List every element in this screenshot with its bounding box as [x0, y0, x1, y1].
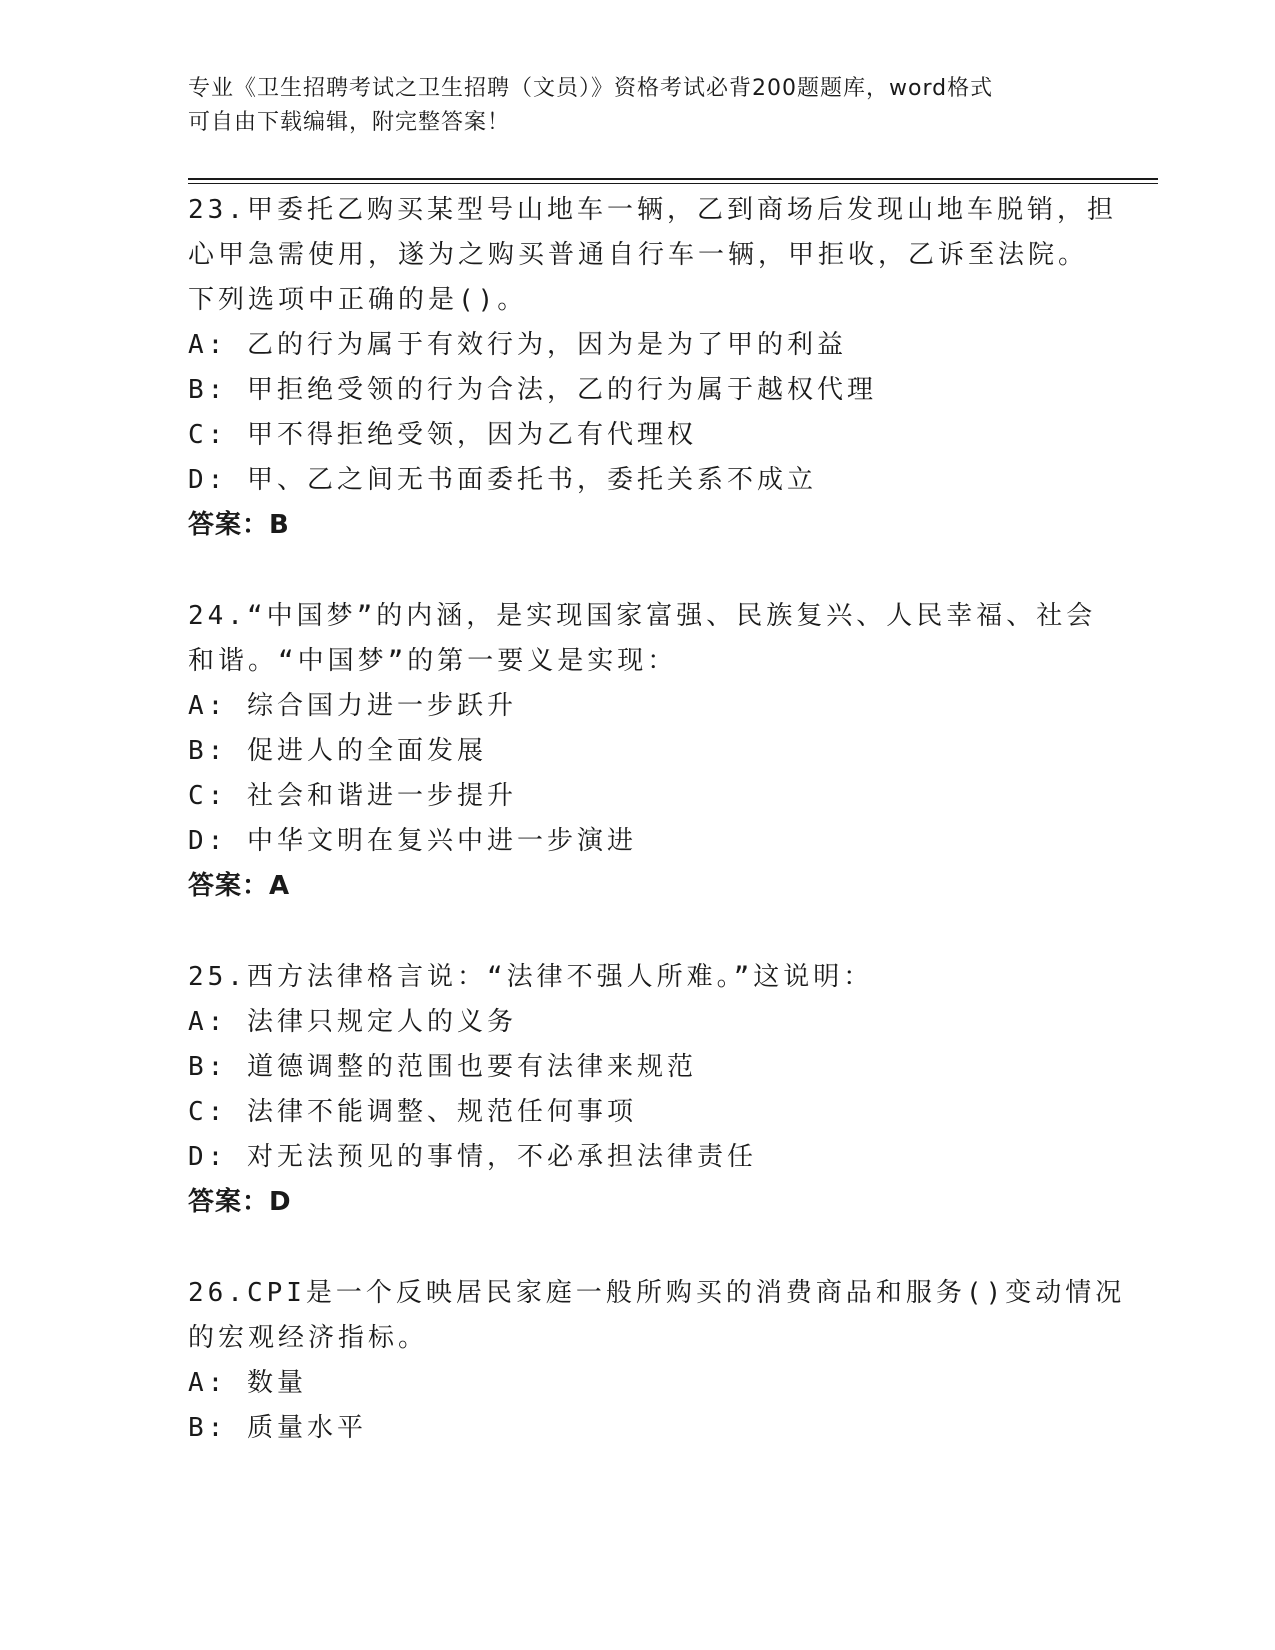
- option-text: 道德调整的范围也要有法律来规范: [246, 1052, 697, 1082]
- question-block: [188, 594, 1097, 909]
- option-letter: D:: [188, 826, 247, 856]
- option-letter: B:: [188, 1052, 247, 1082]
- header-divider-thin: [188, 183, 1158, 184]
- question-stem-line: 25.西方法律格言说：“法律不强人所难。”这说明：: [188, 962, 874, 992]
- option-text: 甲不得拒绝受领，因为乙有代理权: [246, 420, 697, 450]
- answer-option: [188, 1406, 1088, 1451]
- option-text: 甲拒绝受领的行为合法，乙的行为属于越权代理: [246, 375, 877, 405]
- answer-option: [188, 1045, 1088, 1090]
- header-line-2: 可自由下载编辑，附完整答案！: [188, 110, 511, 135]
- option-letter: B:: [188, 1413, 247, 1443]
- question-list: [188, 188, 1126, 1497]
- answer-option: [188, 368, 1088, 413]
- answer-option: [188, 1000, 1088, 1045]
- option-letter: D:: [188, 465, 247, 495]
- option-text: 中华文明在复兴中进一步演进: [246, 826, 637, 856]
- answer-option: [188, 323, 1088, 368]
- option-text: 乙的行为属于有效行为，因为是为了甲的利益: [246, 330, 847, 360]
- question-stem-line: 的宏观经济指标。: [188, 1323, 429, 1353]
- question-stem-line: 心甲急需使用，遂为之购买普通自行车一辆，甲拒收，乙诉至法院。: [188, 240, 1089, 270]
- question-stem-line: 下列选项中正确的是()。: [188, 285, 528, 315]
- option-letter: B:: [188, 375, 247, 405]
- answer-option: [188, 684, 1088, 729]
- question-stem-line: 24.“中国梦”的内涵，是实现国家富强、民族复兴、人民幸福、社会: [188, 601, 1097, 631]
- answer-option: [188, 729, 1088, 774]
- question-block: [188, 188, 1117, 548]
- answer-option: [188, 819, 1088, 864]
- answer-option: [188, 774, 1088, 819]
- answer-option: [188, 458, 1088, 503]
- question-stem-line: 23.甲委托乙购买某型号山地车一辆，乙到商场后发现山地车脱销，担: [188, 195, 1117, 225]
- option-text: 甲、乙之间无书面委托书，委托关系不成立: [246, 465, 817, 495]
- option-text: 社会和谐进一步提升: [246, 781, 517, 811]
- answer-option: [188, 413, 1088, 458]
- answer-key: 答案：D: [188, 1187, 292, 1217]
- header-line-1: 专业《卫生招聘考试之卫生招聘（文员）》资格考试必背200题题库，word格式: [188, 76, 994, 101]
- option-letter: C:: [188, 420, 247, 450]
- option-text: 法律只规定人的义务: [246, 1007, 517, 1037]
- option-text: 促进人的全面发展: [246, 736, 487, 766]
- answer-key: 答案：B: [188, 510, 290, 540]
- option-text: 对无法预见的事情，不必承担法律责任: [246, 1142, 757, 1172]
- option-letter: A:: [188, 691, 247, 721]
- option-letter: A:: [188, 330, 247, 360]
- option-letter: B:: [188, 736, 247, 766]
- answer-option: [188, 1361, 1088, 1406]
- document-header: [188, 72, 1088, 140]
- option-letter: C:: [188, 781, 247, 811]
- option-text: 法律不能调整、规范任何事项: [246, 1097, 637, 1127]
- option-letter: A:: [188, 1007, 247, 1037]
- answer-key: 答案：A: [188, 871, 291, 901]
- option-text: 数量: [246, 1368, 307, 1398]
- option-text: 综合国力进一步跃升: [246, 691, 517, 721]
- answer-option: [188, 1135, 1088, 1180]
- option-letter: A:: [188, 1368, 247, 1398]
- question-block: [188, 955, 1088, 1225]
- header-divider-thick: [188, 178, 1158, 180]
- question-block: [188, 1271, 1126, 1451]
- option-text: 质量水平: [246, 1413, 367, 1443]
- option-letter: D:: [188, 1142, 247, 1172]
- answer-option: [188, 1090, 1088, 1135]
- option-letter: C:: [188, 1097, 247, 1127]
- question-stem-line: 和谐。“中国梦”的第一要义是实现：: [188, 646, 678, 676]
- question-stem-line: 26.CPI是一个反映居民家庭一般所购买的消费商品和服务()变动情况: [188, 1278, 1126, 1308]
